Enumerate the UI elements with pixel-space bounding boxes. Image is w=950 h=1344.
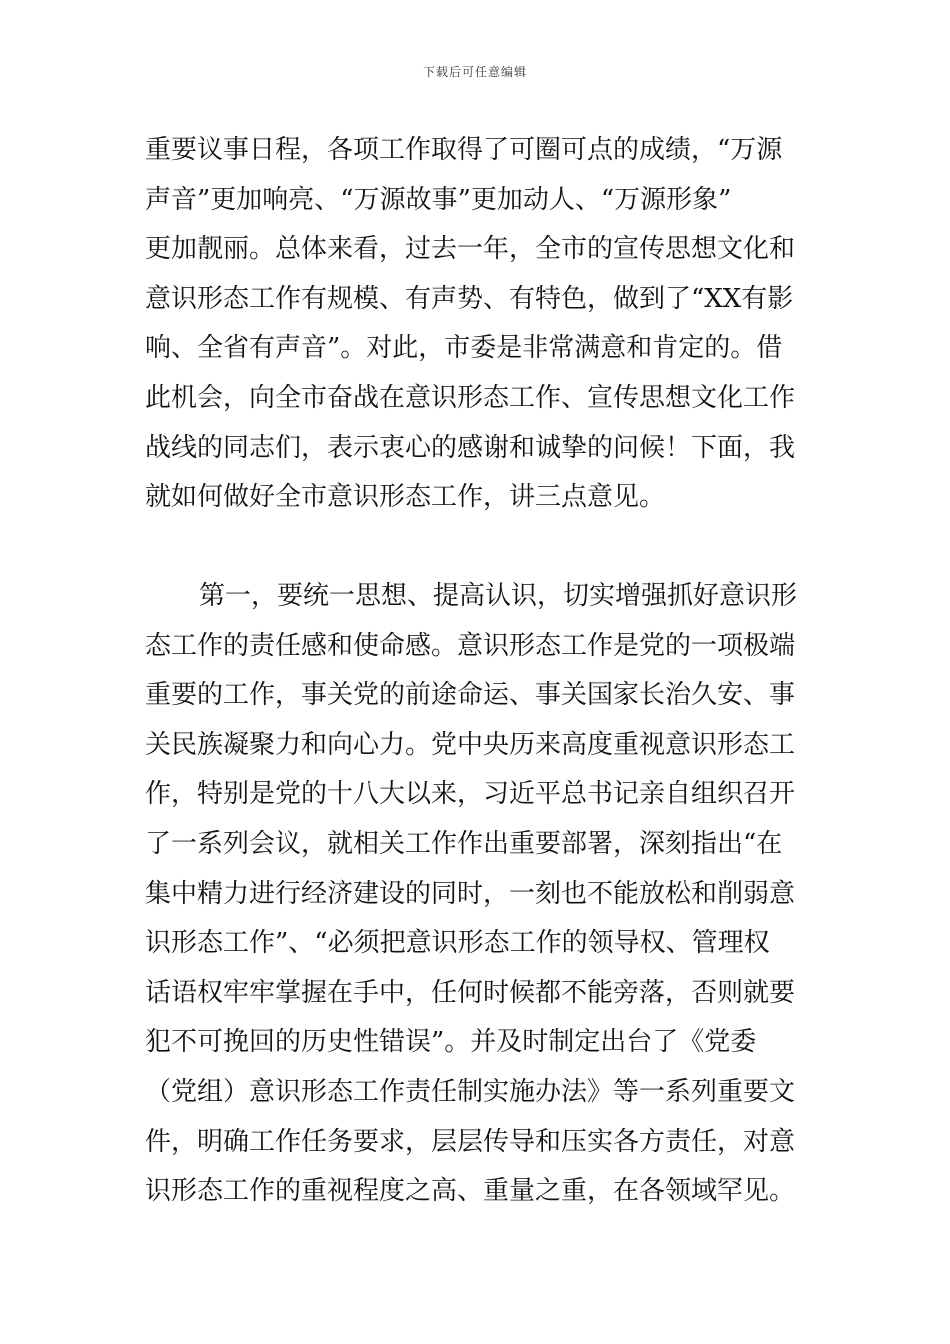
text-line: 声音”更加响亮、“万源故事”更加动人、“万源形象” xyxy=(145,184,732,215)
text-line: 此机会，向全市奋战在意识形态工作、宣传思想文化工作 xyxy=(145,382,796,413)
paragraph-1 xyxy=(145,126,810,523)
text-line: 关民族凝聚力和向心力。党中央历来高度重视意识形态工 xyxy=(145,729,796,760)
paragraph-2 xyxy=(145,572,810,1217)
text-line: 重要的工作，事关党的前途命运、事关国家长治久安、事 xyxy=(145,680,796,711)
page-header-note: 下载后可任意编辑 xyxy=(422,65,527,79)
text-line: 响、全省有声音”。对此，市委是非常满意和肯定的。借 xyxy=(145,333,783,364)
text-line: 重要议事日程，各项工作取得了可圈可点的成绩，“万源 xyxy=(145,135,783,165)
text-line: （党组）意识形态工作责任制实施办法》等一系列重要文 xyxy=(145,1076,796,1107)
text-line: 识形态工作”、“必须把意识形态工作的领导权、管理权 xyxy=(145,928,770,959)
text-line: 第一，要统一思想、提高认识，切实增强抓好意识形 xyxy=(199,581,798,611)
text-line: 就如何做好全市意识形态工作，讲三点意见。 xyxy=(145,482,666,513)
text-line: 更加靓丽。总体来看，过去一年，全市的宣传思想文化和 xyxy=(145,234,796,265)
text-line: 话语权牢牢掌握在手中，任何时候都不能旁落，否则就要 xyxy=(145,977,796,1008)
text-line: 态工作的责任感和使命感。意识形态工作是党的一项极端 xyxy=(145,630,796,661)
text-line: 作，特别是党的十八大以来，习近平总书记亲自组织召开 xyxy=(145,779,796,810)
text-line: 件，明确工作任务要求，层层传导和压实各方责任，对意 xyxy=(145,1126,796,1157)
text-line: 意识形态工作有规模、有声势、有特色，做到了“XX有影 xyxy=(145,283,794,314)
text-line: 集中精力进行经济建设的同时，一刻也不能放松和削弱意 xyxy=(145,878,796,909)
text-line: 了一系列会议，就相关工作作出重要部署，深刻指出“在 xyxy=(145,828,783,859)
text-line: 犯不可挽回的历史性错误”。并及时制定出台了《党委 xyxy=(145,1027,757,1058)
text-line: 识形态工作的重视程度之高、重量之重，在各领域罕见。 xyxy=(145,1176,796,1207)
text-line: 战线的同志们，表示衷心的感谢和诚挚的问候！下面，我 xyxy=(145,432,796,463)
